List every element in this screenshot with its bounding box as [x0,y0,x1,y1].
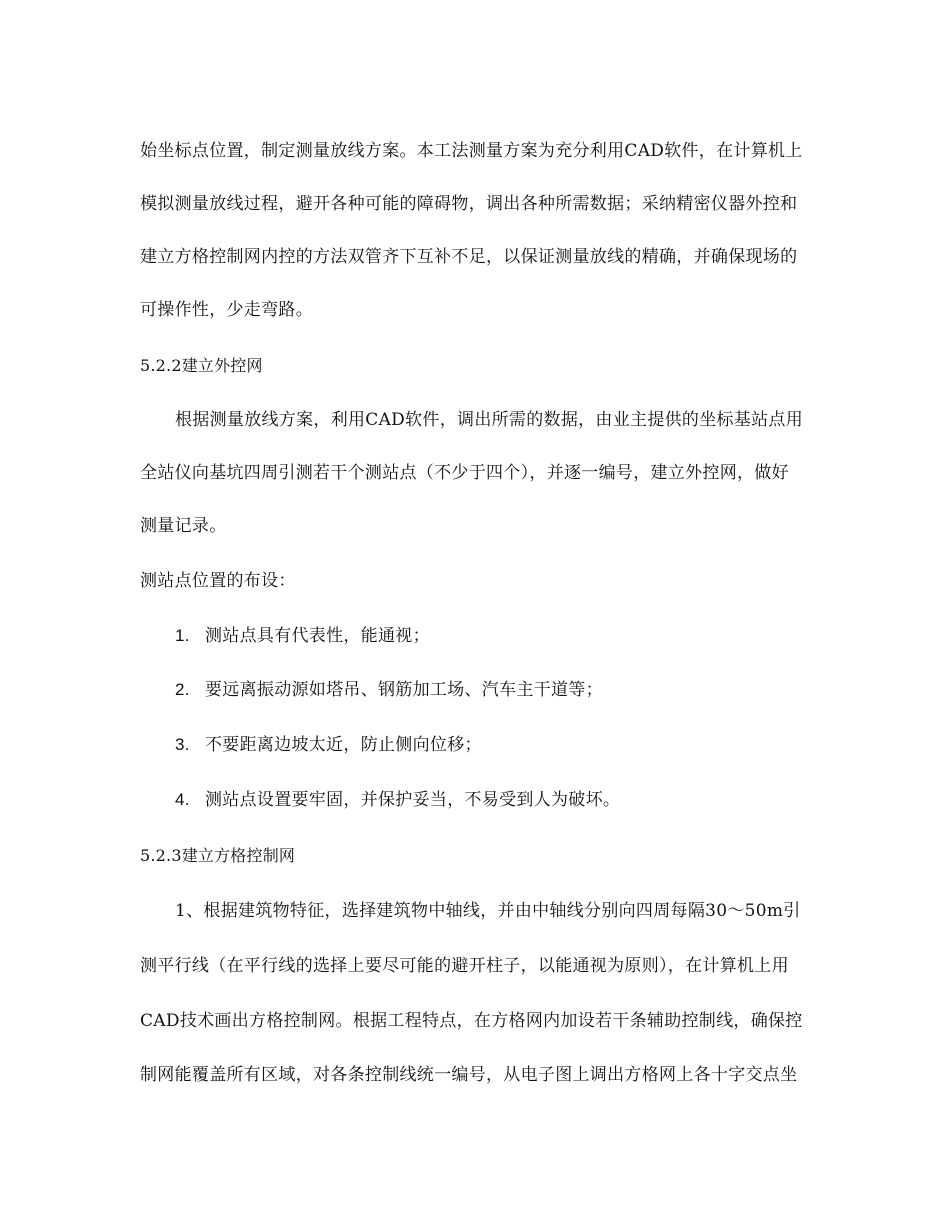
list-item [175,734,895,756]
section-523-para-line-1: 1、根据建筑物特征，选择建筑物中轴线，并由中轴线分别向四周每隔30～50m引 [175,901,801,921]
list-item-text: 不要距离边坡太近，防止侧向位移； [205,735,482,755]
list-item-number: 1. [175,626,190,645]
section-523-para-line-2: 测平行线（在平行线的选择上要尽可能的避开柱子，以能通视为原则），在计算机上用 [140,956,789,976]
list-item [175,679,895,701]
list-item-number: 4. [175,790,190,809]
list-item-number: 2. [175,680,190,699]
section-522-heading: 5.2.2建立外控网 [140,356,263,375]
list-item-text: 测站点具有代表性，能通视； [205,626,430,646]
intro-line-3: 建立方格控制网内控的方法双管齐下互补不足，以保证测量放线的精确，并确保现场的 [140,247,798,267]
section-522-para-line-1: 根据测量放线方案，利用CAD软件，调出所需的数据，由业主提供的坐标基站点用 [175,410,804,430]
intro-line-1: 始坐标点位置，制定测量放线方案。本工法测量方案为充分利用CAD软件，在计算机上 [140,141,803,161]
section-522-para-line-2: 全站仪向基坑四周引测若干个测站点（不少于四个），并逐一编号，建立外控网，做好 [140,463,789,483]
intro-line-2: 模拟测量放线过程，避开各种可能的障碍物，调出各种所需数据；采纳精密仪器外控和 [140,194,798,214]
section-522-para-line-3: 测量记录。 [140,516,227,536]
list-item-text: 要远离振动源如塔吊、钢筋加工场、汽车主干道等； [205,680,603,700]
section-523-para-line-4: 制网能覆盖所有区域，对各条控制线统一编号，从电子图上调出方格网上各十字交点坐 [140,1065,798,1085]
list-item [175,789,895,811]
intro-line-4: 可操作性，少走弯路。 [140,300,313,320]
section-523-para-line-3: CAD技术画出方格控制网。根据工程特点，在方格网内加设若干条辅助控制线，确保控 [140,1011,803,1031]
station-layout-title: 测站点位置的布设： [140,571,296,591]
list-item [175,625,895,647]
list-item-text: 测站点设置要牢固，并保护妥当，不易受到人为破坏。 [205,790,621,810]
section-523-heading: 5.2.3建立方格控制网 [140,846,296,865]
list-item-number: 3. [175,735,190,754]
